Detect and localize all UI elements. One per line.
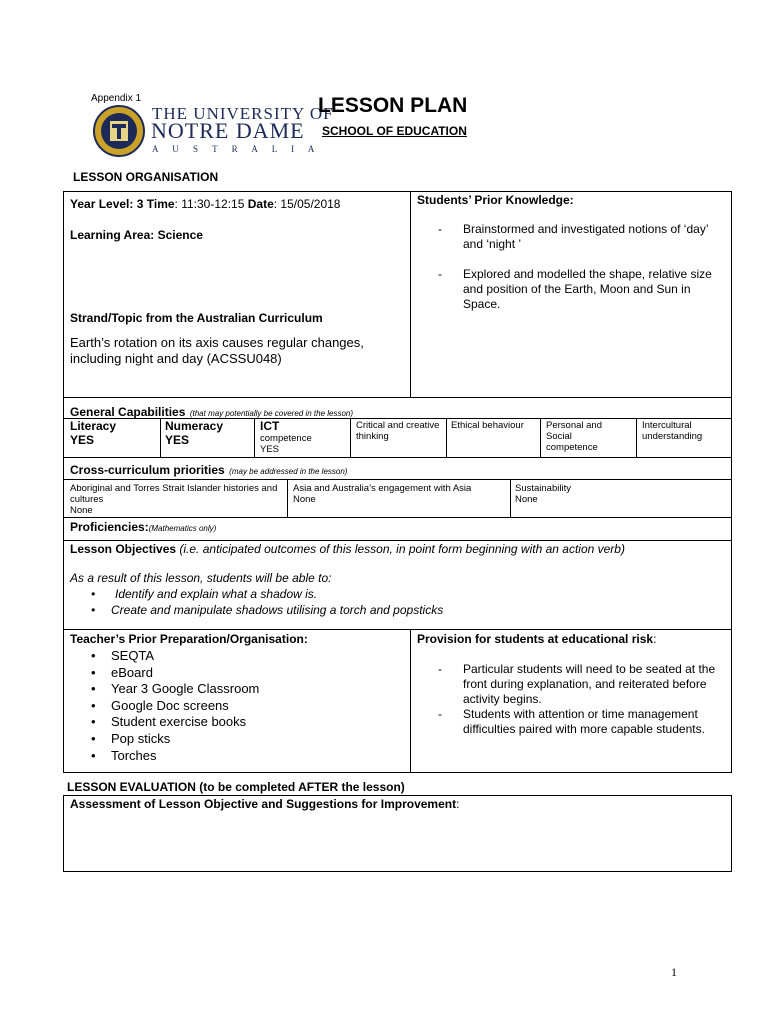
list-item: - Students with attention or time management difficulties paired with more capable students. [438, 707, 728, 737]
logo-line-2: NOTRE DAME [151, 118, 305, 143]
ict-cell: ICT competence YES [260, 419, 312, 455]
list-item: • Year 3 Google Classroom [85, 681, 259, 698]
critical-thinking-cell: Critical and creative thinking [356, 420, 440, 442]
list-item: • Create and manipulate shadows utilising a torch and popsticks [85, 602, 443, 618]
prior-knowledge-list [438, 222, 726, 312]
list-item: • Google Doc screens [85, 698, 259, 715]
page-subtitle: SCHOOL OF EDUCATION [322, 124, 467, 138]
list-item: • Student exercise books [85, 714, 259, 731]
objectives-list [85, 586, 443, 618]
personal-social-cell: Personal and Social competence [546, 420, 602, 453]
provision-label: Provision for students at educational risk: [417, 632, 657, 646]
list-item: • Identify and explain what a shadow is. [85, 586, 443, 602]
sustainability-cell: Sustainability None [515, 483, 571, 505]
appendix-label: Appendix 1 [91, 93, 142, 104]
page-title: LESSON PLAN [318, 94, 468, 117]
numeracy-cell: Numeracy YES [165, 419, 224, 447]
preparation-label: Teacher’s Prior Preparation/Organisation: [70, 632, 308, 646]
learning-area: Learning Area: Science [70, 228, 203, 242]
strand-text: Earth’s rotation on its axis causes regular changes, including night and day (ACSSU048) [70, 335, 364, 366]
ethical-behaviour-cell: Ethical behaviour [451, 420, 524, 431]
aboriginal-cell: Aboriginal and Torres Strait Islander histories and cultures None [70, 483, 278, 516]
provision-list [438, 662, 728, 737]
year-time-date: Year Level: 3 Time: 11:30-12:15 Date: 15/05/2018 [70, 197, 341, 211]
cross-curriculum-label: Cross-curriculum priorities (may be addressed in the lesson) [70, 463, 348, 477]
preparation-list [85, 648, 259, 764]
list-item: - Particular students will need to be seated at the front during explanation, and reiterated before activity begins. [438, 662, 728, 707]
list-item: - Brainstormed and investigated notions of ‘day’ and ‘night ’ [438, 222, 726, 252]
proficiencies-label: Proficiencies:(Mathematics only) [70, 520, 217, 534]
university-crest-logo [92, 104, 146, 158]
intercultural-cell: Intercultural understanding [642, 420, 703, 442]
page-number: 1 [671, 965, 677, 979]
list-item: - Explored and modelled the shape, relative size and position of the Earth, Moon and Sun in Space. [438, 267, 726, 312]
list-item: • Torches [85, 748, 259, 765]
list-item: • eBoard [85, 665, 259, 682]
section-heading-organisation: LESSON ORGANISATION [73, 170, 219, 184]
strand-label: Strand/Topic from the Australian Curriculum [70, 311, 323, 325]
evaluation-heading: LESSON EVALUATION (to be completed AFTER the lesson) [67, 780, 405, 794]
list-item: • Pop sticks [85, 731, 259, 748]
general-capabilities-label: General Capabilities (that may potentially be covered in the lesson) [70, 405, 354, 419]
evaluation-label: Assessment of Lesson Objective and Suggestions for Improvement: [70, 797, 460, 811]
lesson-objectives-label: Lesson Objectives (i.e. anticipated outcomes of this lesson, in point form beginning with an action verb) [70, 542, 625, 556]
prior-knowledge-label: Students’ Prior Knowledge: [417, 193, 574, 207]
logo-line-3: A U S T R A L I A [152, 144, 321, 154]
list-item: • SEQTA [85, 648, 259, 665]
literacy-cell: Literacy YES [70, 419, 117, 447]
logo-line-1: THE UNIVERSITY OF [152, 104, 334, 123]
asia-cell: Asia and Australia’s engagement with Asia None [293, 483, 472, 505]
objectives-intro: As a result of this lesson, students will be able to: [70, 571, 332, 585]
